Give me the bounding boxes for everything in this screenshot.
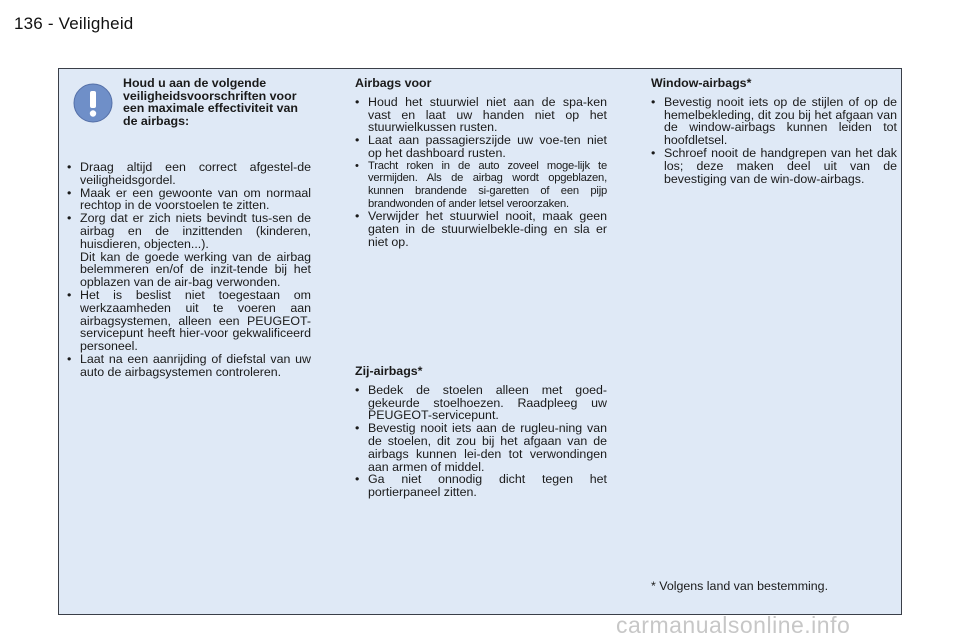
list-item: • Draag altijd een correct afgestel-de veiligheidsgordel. (67, 161, 311, 187)
list-item: • Het is beslist niet toegestaan om werkzaamheden uit te voeren aan airbagsystemen, alleen een PEUGEOT-servicepunt heeft hier-voor gekwalificeerd personeel. (67, 289, 311, 353)
list-item: • Bevestig nooit iets aan de rugleu-ning van de stoelen, dit zou bij het afgaan van de airbags kunnen lei-den tot verwondingen aan armen of middel. (355, 422, 607, 473)
list-item: • Houd het stuurwiel niet aan de spa-ken vast en laat uw handen niet op het stuurwielkussen rusten. (355, 96, 607, 134)
list-item-text: Zorg dat er zich niets bevindt tus-sen de airbag en de inzittenden (kinderen, huisdieren, objecten...). (80, 211, 311, 251)
list-item-continuation: Dit kan de goede werking van de airbag belemmeren en/of de inzit-tende bij het opblazen van de air-bag verwonden. (80, 249, 311, 290)
column-front-airbags (355, 69, 607, 249)
column-side-airbags (355, 357, 607, 499)
list-item: • Bevestig nooit iets op de stijlen of op de hemelbekleding, dit zou bij het afgaan van de window-airbags kunnen leiden tot hoofdletsel. (651, 96, 897, 147)
section-title-front-airbags: Airbags voor (355, 76, 432, 90)
list-item: • Schroef nooit de handgrepen van het dak los; deze maken deel uit van de bevestiging van de win-dow-airbags. (651, 147, 897, 185)
general-rules-list (67, 161, 311, 379)
list-item: • Ga niet onnodig dicht tegen het portierpaneel zitten. (355, 473, 607, 499)
list-item: • Laat aan passagierszijde uw voe-ten niet op het dashboard rusten. (355, 134, 607, 160)
watermark: carmanualsonline.info (616, 612, 851, 638)
section-title-window-airbags: Window-airbags* (651, 76, 752, 90)
window-airbags-list (651, 96, 897, 186)
list-item (67, 212, 311, 289)
safety-panel (58, 68, 902, 615)
list-item: • Maak er een gewoonte van om normaal rechtop in de voorstoelen te zitten. (67, 187, 311, 213)
list-item: • Tracht roken in de auto zoveel moge-lijk te vermijden. Als de airbag wordt opgeblazen, kunnen brandende si-garetten of een pijp brandwonden of ander letsel veroorzaken. (355, 160, 607, 210)
list-item: • Verwijder het stuurwiel nooit, maak geen gaten in de stuurwielbekle-ding en sla er niet op. (355, 210, 607, 248)
footnote: * Volgens land van bestemming. (651, 579, 829, 593)
front-airbags-list (355, 96, 607, 249)
list-item: • Laat na een aanrijding of diefstal van uw auto de airbagsystemen controleren. (67, 353, 311, 379)
warning-title: Houd u aan de volgende veiligheidsvoorschriften voor een maximale effectiviteit van de airbags: (123, 76, 298, 128)
side-airbags-list (355, 384, 607, 499)
list-item: • Bedek de stoelen alleen met goed-gekeurde stoelhoezen. Raadpleeg uw PEUGEOT-servicepunt. (355, 384, 607, 422)
warning-box (67, 69, 311, 161)
column-general (67, 69, 311, 379)
exclamation-icon (73, 83, 113, 123)
page-title: 136 - Veiligheid (14, 14, 134, 33)
section-title-side-airbags: Zij-airbags* (355, 364, 423, 378)
column-window-airbags (651, 69, 897, 185)
